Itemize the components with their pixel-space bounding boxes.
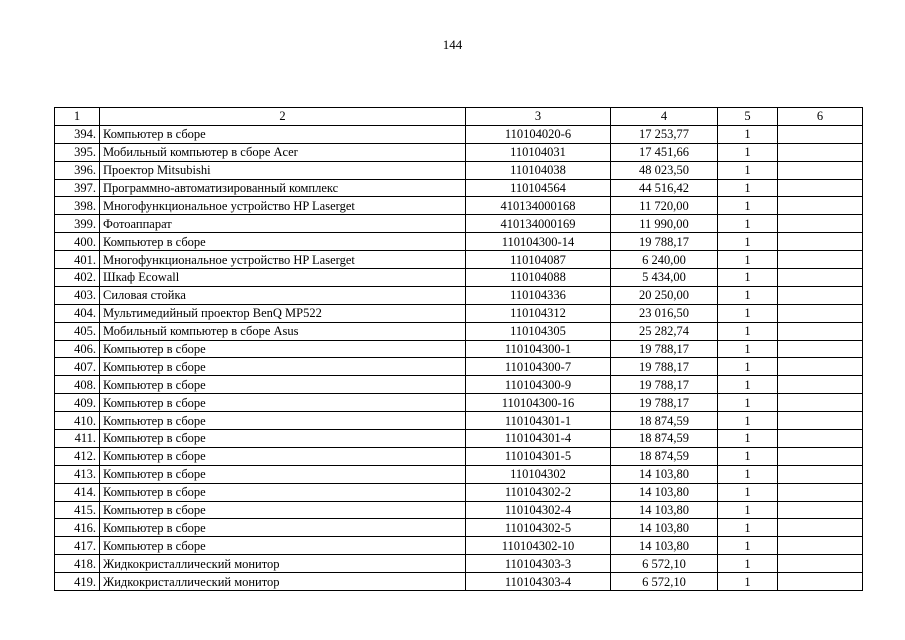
note-cell — [778, 447, 863, 465]
item-name-cell: Мультимедийный проектор BenQ MP522 — [100, 304, 466, 322]
note-cell — [778, 555, 863, 573]
row-number-cell: 405. — [55, 322, 100, 340]
row-number-cell: 407. — [55, 358, 100, 376]
column-header: 1 — [55, 108, 100, 126]
table-row — [55, 286, 863, 304]
inventory-number-cell: 110104302-5 — [466, 519, 611, 537]
row-number-cell: 411. — [55, 430, 100, 448]
inventory-number-cell: 110104020-6 — [466, 125, 611, 143]
table-row — [55, 215, 863, 233]
quantity-cell: 1 — [718, 286, 778, 304]
cost-cell: 11 990,00 — [611, 215, 718, 233]
item-name-cell: Компьютер в сборе — [100, 394, 466, 412]
cost-cell: 19 788,17 — [611, 358, 718, 376]
inventory-number-cell: 110104300-7 — [466, 358, 611, 376]
table-row — [55, 269, 863, 287]
inventory-number-cell: 110104302 — [466, 465, 611, 483]
cost-cell: 14 103,80 — [611, 483, 718, 501]
item-name-cell: Программно-автоматизированный комплекс — [100, 179, 466, 197]
item-name-cell: Многофункциональное устройство HP Laserget — [100, 251, 466, 269]
note-cell — [778, 143, 863, 161]
note-cell — [778, 233, 863, 251]
cost-cell: 19 788,17 — [611, 233, 718, 251]
row-number-cell: 408. — [55, 376, 100, 394]
table-row — [55, 537, 863, 555]
note-cell — [778, 358, 863, 376]
inventory-number-cell: 110104312 — [466, 304, 611, 322]
quantity-cell: 1 — [718, 483, 778, 501]
row-number-cell: 418. — [55, 555, 100, 573]
inventory-number-cell: 110104305 — [466, 322, 611, 340]
table-row — [55, 161, 863, 179]
quantity-cell: 1 — [718, 412, 778, 430]
inventory-table — [54, 107, 863, 591]
note-cell — [778, 501, 863, 519]
item-name-cell: Многофункциональное устройство HP Laserget — [100, 197, 466, 215]
note-cell — [778, 465, 863, 483]
item-name-cell: Компьютер в сборе — [100, 483, 466, 501]
item-name-cell: Силовая стойка — [100, 286, 466, 304]
row-number-cell: 413. — [55, 465, 100, 483]
row-number-cell: 397. — [55, 179, 100, 197]
inventory-number-cell: 110104302-2 — [466, 483, 611, 501]
cost-cell: 14 103,80 — [611, 501, 718, 519]
item-name-cell: Компьютер в сборе — [100, 430, 466, 448]
table-header-row — [55, 108, 863, 126]
note-cell — [778, 304, 863, 322]
item-name-cell: Компьютер в сборе — [100, 501, 466, 519]
table-row — [55, 179, 863, 197]
row-number-cell: 403. — [55, 286, 100, 304]
item-name-cell: Компьютер в сборе — [100, 340, 466, 358]
table-row — [55, 233, 863, 251]
table-row — [55, 555, 863, 573]
row-number-cell: 419. — [55, 573, 100, 591]
quantity-cell: 1 — [718, 233, 778, 251]
item-name-cell: Проектор Mitsubishi — [100, 161, 466, 179]
table-row — [55, 483, 863, 501]
inventory-number-cell: 110104303-4 — [466, 573, 611, 591]
item-name-cell: Компьютер в сборе — [100, 376, 466, 394]
inventory-number-cell: 110104302-10 — [466, 537, 611, 555]
item-name-cell: Компьютер в сборе — [100, 358, 466, 376]
quantity-cell: 1 — [718, 501, 778, 519]
inventory-number-cell: 410134000169 — [466, 215, 611, 233]
row-number-cell: 400. — [55, 233, 100, 251]
quantity-cell: 1 — [718, 376, 778, 394]
item-name-cell: Шкаф Ecowall — [100, 269, 466, 287]
note-cell — [778, 269, 863, 287]
note-cell — [778, 161, 863, 179]
inventory-number-cell: 110104087 — [466, 251, 611, 269]
inventory-number-cell: 110104300-9 — [466, 376, 611, 394]
note-cell — [778, 125, 863, 143]
cost-cell: 5 434,00 — [611, 269, 718, 287]
row-number-cell: 394. — [55, 125, 100, 143]
quantity-cell: 1 — [718, 197, 778, 215]
table-row — [55, 304, 863, 322]
quantity-cell: 1 — [718, 519, 778, 537]
inventory-number-cell: 110104302-4 — [466, 501, 611, 519]
cost-cell: 19 788,17 — [611, 394, 718, 412]
row-number-cell: 401. — [55, 251, 100, 269]
column-header: 5 — [718, 108, 778, 126]
quantity-cell: 1 — [718, 555, 778, 573]
row-number-cell: 416. — [55, 519, 100, 537]
row-number-cell: 406. — [55, 340, 100, 358]
item-name-cell: Жидкокристаллический монитор — [100, 555, 466, 573]
item-name-cell: Мобильный компьютер в сборе Acer — [100, 143, 466, 161]
quantity-cell: 1 — [718, 161, 778, 179]
inventory-number-cell: 110104301-5 — [466, 447, 611, 465]
cost-cell: 18 874,59 — [611, 412, 718, 430]
cost-cell: 19 788,17 — [611, 376, 718, 394]
table-row — [55, 376, 863, 394]
row-number-cell: 396. — [55, 161, 100, 179]
row-number-cell: 412. — [55, 447, 100, 465]
note-cell — [778, 340, 863, 358]
row-number-cell: 395. — [55, 143, 100, 161]
row-number-cell: 417. — [55, 537, 100, 555]
table-row — [55, 358, 863, 376]
item-name-cell: Компьютер в сборе — [100, 537, 466, 555]
quantity-cell: 1 — [718, 465, 778, 483]
quantity-cell: 1 — [718, 537, 778, 555]
cost-cell: 25 282,74 — [611, 322, 718, 340]
cost-cell: 14 103,80 — [611, 537, 718, 555]
quantity-cell: 1 — [718, 215, 778, 233]
cost-cell: 18 874,59 — [611, 447, 718, 465]
note-cell — [778, 412, 863, 430]
note-cell — [778, 537, 863, 555]
note-cell — [778, 251, 863, 269]
cost-cell: 14 103,80 — [611, 465, 718, 483]
inventory-number-cell: 110104038 — [466, 161, 611, 179]
table-row — [55, 430, 863, 448]
cost-cell: 48 023,50 — [611, 161, 718, 179]
table-row — [55, 143, 863, 161]
note-cell — [778, 394, 863, 412]
cost-cell: 44 516,42 — [611, 179, 718, 197]
cost-cell: 11 720,00 — [611, 197, 718, 215]
inventory-number-cell: 110104300-14 — [466, 233, 611, 251]
cost-cell: 14 103,80 — [611, 519, 718, 537]
note-cell — [778, 215, 863, 233]
quantity-cell: 1 — [718, 322, 778, 340]
cost-cell: 18 874,59 — [611, 430, 718, 448]
cost-cell: 6 240,00 — [611, 251, 718, 269]
item-name-cell: Жидкокристаллический монитор — [100, 573, 466, 591]
inventory-number-cell: 110104031 — [466, 143, 611, 161]
inventory-number-cell: 110104301-1 — [466, 412, 611, 430]
cost-cell: 6 572,10 — [611, 555, 718, 573]
cost-cell: 17 451,66 — [611, 143, 718, 161]
note-cell — [778, 376, 863, 394]
quantity-cell: 1 — [718, 430, 778, 448]
quantity-cell: 1 — [718, 269, 778, 287]
quantity-cell: 1 — [718, 394, 778, 412]
quantity-cell: 1 — [718, 358, 778, 376]
note-cell — [778, 483, 863, 501]
table-row — [55, 447, 863, 465]
quantity-cell: 1 — [718, 573, 778, 591]
table-row — [55, 197, 863, 215]
quantity-cell: 1 — [718, 125, 778, 143]
note-cell — [778, 430, 863, 448]
table-row — [55, 125, 863, 143]
row-number-cell: 409. — [55, 394, 100, 412]
table-row — [55, 501, 863, 519]
cost-cell: 6 572,10 — [611, 573, 718, 591]
table-row — [55, 322, 863, 340]
row-number-cell: 414. — [55, 483, 100, 501]
column-header: 6 — [778, 108, 863, 126]
row-number-cell: 398. — [55, 197, 100, 215]
column-header: 2 — [100, 108, 466, 126]
table-row — [55, 394, 863, 412]
quantity-cell: 1 — [718, 447, 778, 465]
item-name-cell: Компьютер в сборе — [100, 125, 466, 143]
table-row — [55, 251, 863, 269]
table-row — [55, 340, 863, 358]
inventory-number-cell: 110104564 — [466, 179, 611, 197]
item-name-cell: Фотоаппарат — [100, 215, 466, 233]
item-name-cell: Компьютер в сборе — [100, 412, 466, 430]
column-header: 3 — [466, 108, 611, 126]
quantity-cell: 1 — [718, 340, 778, 358]
note-cell — [778, 322, 863, 340]
page-number: 144 — [442, 37, 463, 52]
row-number-cell: 399. — [55, 215, 100, 233]
row-number-cell: 415. — [55, 501, 100, 519]
cost-cell: 23 016,50 — [611, 304, 718, 322]
quantity-cell: 1 — [718, 143, 778, 161]
table-row — [55, 412, 863, 430]
table-row — [55, 519, 863, 537]
inventory-number-cell: 110104336 — [466, 286, 611, 304]
note-cell — [778, 519, 863, 537]
note-cell — [778, 286, 863, 304]
inventory-number-cell: 110104301-4 — [466, 430, 611, 448]
note-cell — [778, 573, 863, 591]
item-name-cell: Компьютер в сборе — [100, 465, 466, 483]
quantity-cell: 1 — [718, 304, 778, 322]
quantity-cell: 1 — [718, 251, 778, 269]
item-name-cell: Компьютер в сборе — [100, 233, 466, 251]
inventory-number-cell: 110104303-3 — [466, 555, 611, 573]
quantity-cell: 1 — [718, 179, 778, 197]
item-name-cell: Мобильный компьютер в сборе Asus — [100, 322, 466, 340]
table-body — [55, 125, 863, 590]
note-cell — [778, 197, 863, 215]
inventory-number-cell: 110104088 — [466, 269, 611, 287]
item-name-cell: Компьютер в сборе — [100, 519, 466, 537]
inventory-number-cell: 110104300-16 — [466, 394, 611, 412]
cost-cell: 19 788,17 — [611, 340, 718, 358]
cost-cell: 17 253,77 — [611, 125, 718, 143]
table-row — [55, 573, 863, 591]
inventory-number-cell: 110104300-1 — [466, 340, 611, 358]
row-number-cell: 402. — [55, 269, 100, 287]
row-number-cell: 404. — [55, 304, 100, 322]
cost-cell: 20 250,00 — [611, 286, 718, 304]
item-name-cell: Компьютер в сборе — [100, 447, 466, 465]
inventory-number-cell: 410134000168 — [466, 197, 611, 215]
note-cell — [778, 179, 863, 197]
table-row — [55, 465, 863, 483]
column-header: 4 — [611, 108, 718, 126]
row-number-cell: 410. — [55, 412, 100, 430]
